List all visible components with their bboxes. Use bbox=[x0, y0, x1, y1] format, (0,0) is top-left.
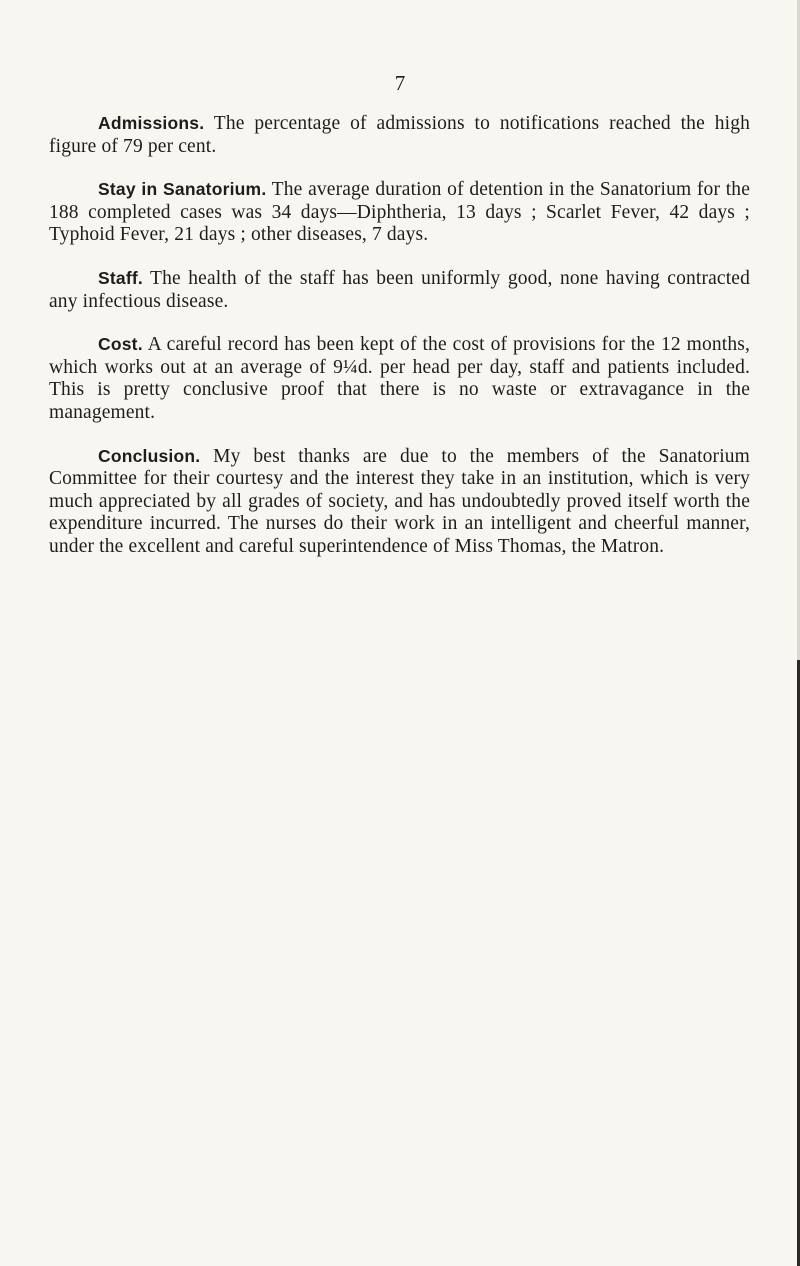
paragraph-heading: Staff. bbox=[98, 267, 143, 288]
page-number: 7 bbox=[394, 71, 406, 95]
report-body bbox=[49, 112, 750, 579]
paragraph-cost bbox=[49, 333, 750, 424]
paragraph-heading: Admissions. bbox=[98, 113, 205, 133]
paragraph-heading: Conclusion. bbox=[98, 445, 201, 466]
paragraph-text: The average duration of detention in the Sanatorium for the 188 completed cases was 34 days—Diphtheria, 13 days ; Scarlet Fever, 42 days ; Typhoid Fever, 21 days ; other diseases, 7 days. bbox=[49, 179, 751, 246]
paragraph-text: My best thanks are due to the members of the Sanatorium Committee for their courtesy and the interest they take in an institution, which is very much appreciated by all grades of society, and has undoubtedly proved itself worth the expenditure incurred. The nurses do their work in an intelligent and cheerful manner, under the excellent and careful superintendence of Miss Thomas, the Matron. bbox=[49, 445, 750, 557]
paragraph-text: A careful record has been kept of the cost of provisions for the 12 months, which works out at an average of 9¼d. per head per day, staff and patients included. This is pretty conclusive proof that there is no waste or extravagance in the management. bbox=[49, 334, 750, 423]
paragraph-text: The percentage of admissions to notifications reached the high figure of 79 per cent. bbox=[49, 113, 750, 157]
paragraph-text: The health of the staff has been uniformly good, none having contracted any infectious disease. bbox=[49, 267, 750, 312]
paragraph-conclusion bbox=[49, 445, 750, 559]
paragraph-admissions bbox=[49, 112, 750, 158]
paragraph-heading: Stay in Sanatorium. bbox=[98, 179, 267, 200]
paragraph-heading: Cost. bbox=[98, 334, 143, 355]
paragraph-staff bbox=[49, 267, 750, 313]
paragraph-stay-in-sanatorium bbox=[49, 178, 750, 247]
